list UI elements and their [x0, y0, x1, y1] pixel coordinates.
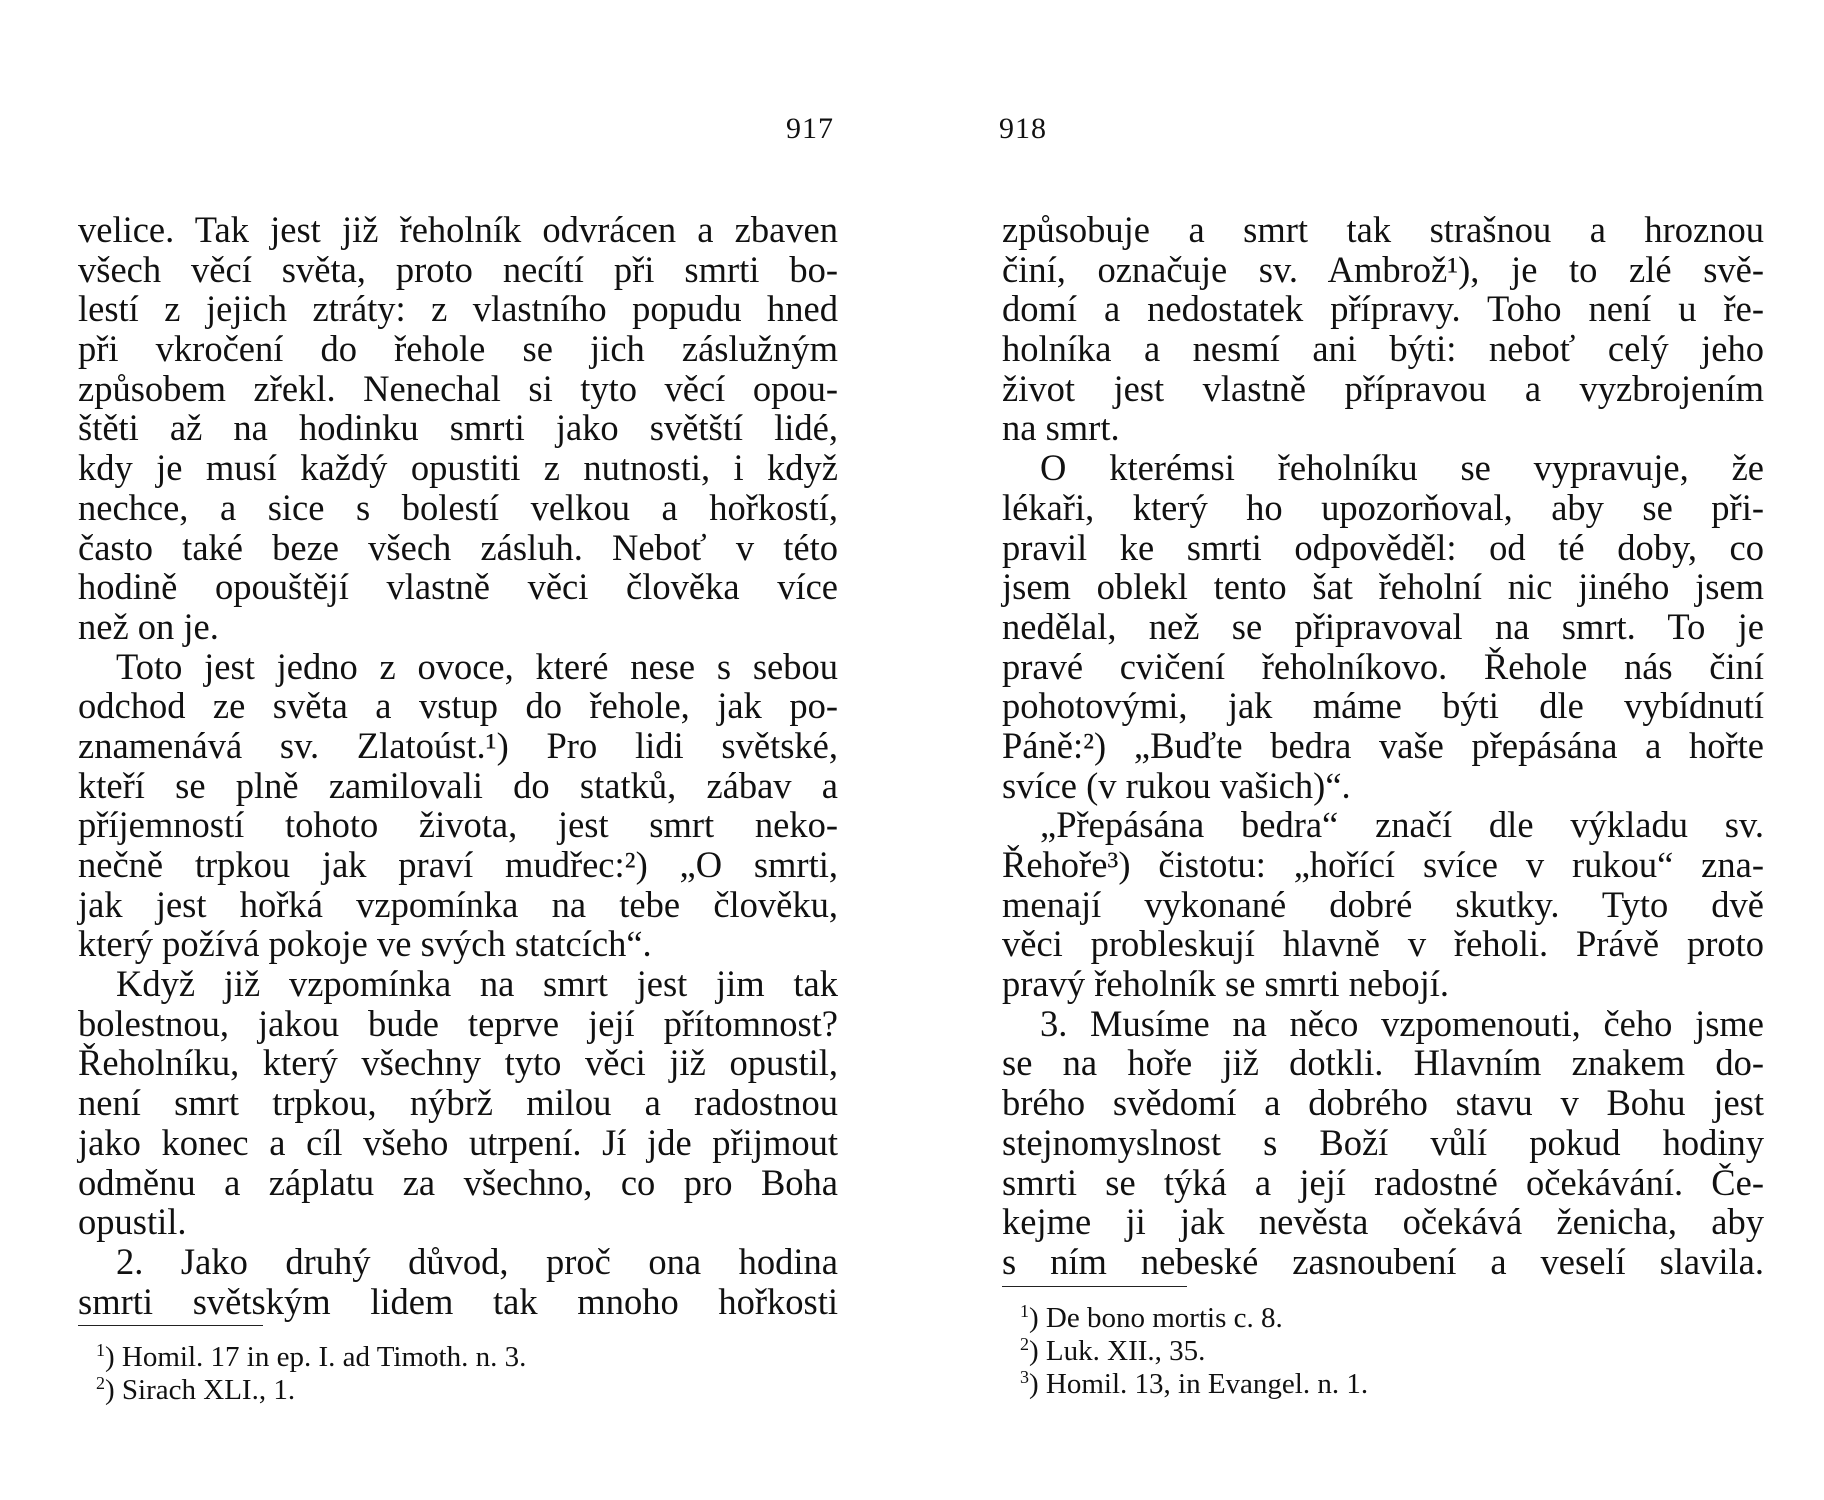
text-line: způsobuje a smrt tak strašnou a hroznou — [1002, 209, 1764, 250]
text-line: stejnomyslnost s Boží vůlí pokud hodiny — [1002, 1121, 1764, 1163]
text-line: pravé cvičení řeholníkovo. Řehole nás činí — [1002, 645, 1764, 687]
text-line: nedělal, než se připravoval na smrt. To je — [1002, 605, 1764, 647]
text-line: pohotovými, jak máme býti dle vybídnutí — [1002, 685, 1764, 727]
footnote-text: Homil. 17 in ep. I. ad Timoth. n. 3. — [121, 1341, 527, 1374]
footnote: $^3$) Homil. 13, in Evangel. n. 1. — [1020, 1366, 1369, 1400]
text-line: opustil. — [78, 1201, 187, 1243]
text-line: jak jest hořká vzpomínka na tebe člověku, — [78, 883, 838, 925]
text-line: s ním nebeské zasnoubení a veselí slavila. — [1002, 1240, 1764, 1282]
text-line: činí, označuje sv. Ambrož¹), je to zlé svě- — [1002, 248, 1764, 290]
text-line: nečně trpkou jak praví mudřec:²) „O smrti, — [78, 844, 838, 885]
text-line: 2. Jako druhý důvod, proč ona hodina — [116, 1240, 838, 1282]
text-line: nechce, a sice s bolestí velkou a hořkostí, — [78, 486, 838, 528]
right-column — [1002, 209, 1764, 1400]
text-line: O kterémsi řeholníku se vypravuje, že — [1040, 447, 1764, 489]
footnote: $^1$) De bono mortis c. 8. — [1020, 1300, 1283, 1334]
text-line: kejme ji jak nevěsta očekává ženicha, aby — [1002, 1201, 1764, 1243]
footnote-text: Sirach XLI., 1. — [121, 1374, 296, 1407]
text-line: při vkročení do řehole se jich záslužným — [78, 328, 838, 370]
text-line: domí a nedostatek přípravy. Toho není u ře- — [1002, 288, 1764, 330]
footnote-text: Homil. 13, in Evangel. n. 1. — [1045, 1367, 1369, 1400]
text-line: kdy je musí každý opustiti z nutnosti, i když — [78, 447, 838, 489]
text-line: hodině opouštějí vlastně věci člověka více — [78, 566, 838, 608]
text-line: „Přepásána bedra“ značí dle výkladu sv. — [1040, 804, 1764, 846]
footnote-text: Luk. XII., 35. — [1045, 1334, 1206, 1367]
text-line: brého svědomí a dobrého stavu v Bohu jest — [1002, 1082, 1764, 1124]
text-line: Řehoře³) čistotu: „hořící svíce v rukou“ zna- — [1002, 844, 1764, 885]
text-line: štěti až na hodinku smrti jako světští lidé, — [78, 407, 838, 449]
text-line: menají vykonané dobré skutky. Tyto dvě — [1002, 883, 1764, 925]
text-line: způsobem zřekl. Nenechal si tyto věcí opou- — [78, 367, 838, 409]
page-number-right: 918 — [999, 112, 1047, 145]
text-line: pravil ke smrti odpověděl: od té doby, co — [1002, 526, 1764, 568]
text-line: na smrt. — [1002, 407, 1120, 449]
text-line: Když již vzpomínka na smrt jest jim tak — [116, 963, 838, 1005]
footnote-mark: 2 — [96, 1373, 105, 1394]
page-number-left: 917 — [786, 112, 834, 145]
text-line: znamenává sv. Zlatoúst.¹) Pro lidi světské, — [78, 724, 838, 766]
text-line: než on je. — [78, 605, 219, 647]
text-line: bolestnou, jakou bude teprve její přítomnost? — [78, 1002, 838, 1044]
left-column — [78, 209, 838, 1407]
text-line: není smrt trpkou, nýbrž milou a radostnou — [78, 1082, 838, 1124]
text-line: lestí z jejich ztráty: z vlastního popudu hned — [78, 288, 838, 330]
text-line: smrti se týká a její radostné očekávání. Če- — [1002, 1161, 1764, 1203]
text-line: věci probleskují hlavně v řeholi. Právě proto — [1002, 923, 1764, 965]
footnote-rule — [78, 1325, 263, 1326]
text-line: kteří se plně zamilovali do statků, zábav a — [78, 764, 838, 806]
text-line: život jest vlastně přípravou a vyzbrojením — [1002, 367, 1764, 409]
text-line: Řeholníku, který všechny tyto věci již opustil, — [78, 1042, 838, 1084]
text-line: Páně:²) „Buďte bedra vaše přepásána a hořte — [1002, 724, 1764, 766]
footnote: $^2$) Sirach XLI., 1. — [96, 1373, 296, 1407]
text-line: 3. Musíme na něco vzpomenouti, čeho jsme — [1040, 1002, 1764, 1044]
text-line: smrti světským lidem tak mnoho hořkosti — [78, 1280, 838, 1322]
text-line: který požívá pokoje ve svých statcích“. — [78, 923, 652, 965]
text-line: holníka a nesmí ani býti: neboť celý jeho — [1002, 328, 1764, 370]
footnote-rule — [1002, 1286, 1187, 1287]
text-line: jako konec a cíl všeho utrpení. Jí jde přijmout — [78, 1121, 838, 1163]
text-line: Toto jest jedno z ovoce, které nese s sebou — [116, 645, 838, 687]
text-line: odměnu a záplatu za všechno, co pro Boha — [78, 1161, 838, 1203]
footnote-mark: 2 — [1020, 1333, 1029, 1354]
footnote-mark: 3 — [1020, 1366, 1029, 1387]
text-line: všech věcí světa, proto necítí při smrti bo- — [78, 248, 838, 290]
text-line: příjemností tohoto života, jest smrt neko- — [78, 804, 838, 846]
text-line: odchod ze světa a vstup do řehole, jak po- — [78, 685, 838, 727]
footnote-mark: 1 — [96, 1340, 105, 1361]
footnote-text: De bono mortis c. 8. — [1045, 1301, 1283, 1334]
footnote: $^1$) Homil. 17 in ep. I. ad Timoth. n. 3. — [96, 1340, 527, 1374]
text-line: často také beze všech zásluh. Neboť v této — [78, 526, 838, 568]
text-line: jsem oblekl tento šat řeholní nic jiného jsem — [1002, 566, 1764, 608]
footnote-mark: 1 — [1020, 1300, 1029, 1321]
text-line: pravý řeholník se smrti nebojí. — [1002, 963, 1450, 1005]
text-line: se na hoře již dotkli. Hlavním znakem do- — [1002, 1042, 1764, 1084]
text-line: svíce (v rukou vašich)“. — [1002, 764, 1351, 806]
footnote: $^2$) Luk. XII., 35. — [1020, 1333, 1206, 1367]
text-line: velice. Tak jest již řeholník odvrácen a zbaven — [78, 209, 838, 250]
text-line: lékaři, který ho upozorňoval, aby se při- — [1002, 486, 1764, 528]
